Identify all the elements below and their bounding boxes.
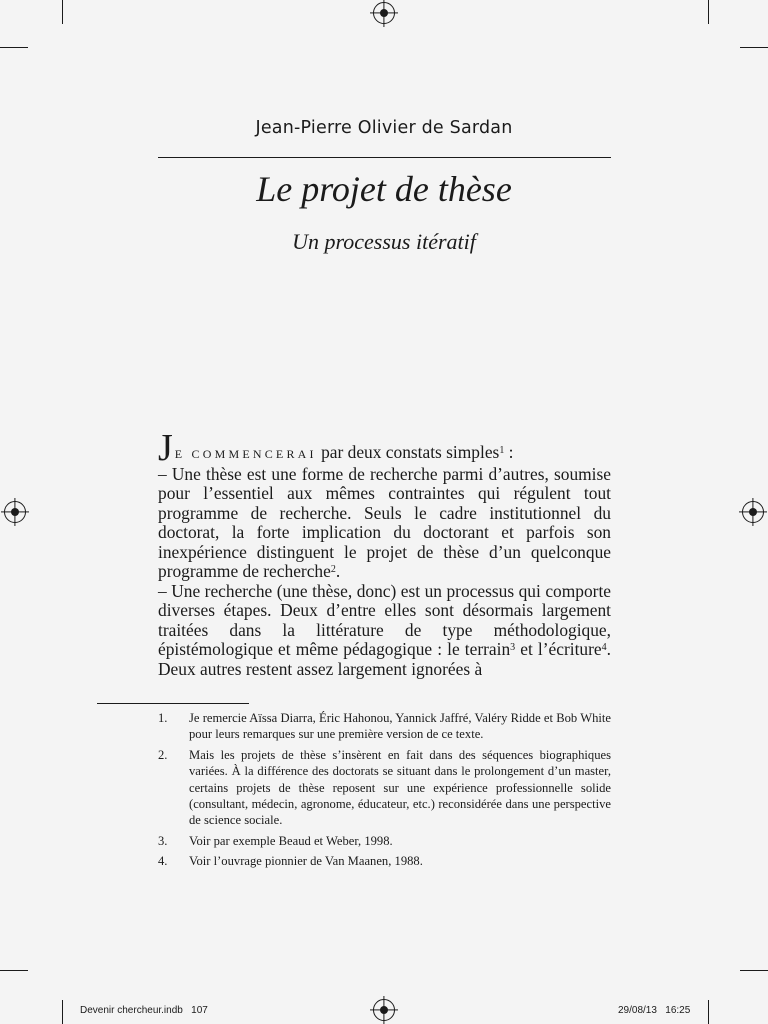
registration-mark-icon [4,501,26,523]
footnote-number: 4. [158,854,168,869]
intro-text: par deux constats simples [316,442,500,462]
footnote-number: 3. [158,833,168,848]
footnote-ref-2[interactable]: 2 [330,564,336,575]
footnote-text: Voir l’ouvrage pionnier de Van Maanen, 1988. [189,854,423,869]
body-text [158,427,611,679]
chapter-title: Le projet de thèse [256,169,512,209]
paragraph-1-end: . [335,561,341,581]
footnote-number: 1. [158,711,168,725]
crop-mark [708,0,709,24]
crop-mark [0,47,28,48]
registration-mark-icon [742,501,764,523]
slug-datetime: 29/08/13 16:25 [618,1005,691,1016]
paragraph-2 [158,582,611,680]
paragraph-1-text: – Une thèse est une forme de recherche parmi d’autres, soumise pour l’essentiel aux mêmes contraintes qui régulent tout programme de recherche. Seuls le cadre institutionnel du doctorat, la forte implication du doctorant et parfois son inexpérience distinguent le projet de thèse d’un quelconque programme de recherche [158,463,611,581]
paragraph-2-text: – Une recherche (une thèse, donc) est un processus qui comporte diverses étapes. Deux d’entre elles sont désormais largement traitées dans la littérature de type méthodologique, épistémologique et même pédagogique : le terrain [158,580,611,659]
footnote-ref-1[interactable]: 1 [499,445,505,456]
paragraph-2-text-c: . Deux autres restent assez largement ignorées à [158,639,611,679]
footnote [158,710,611,743]
paragraph-1 [158,465,611,582]
footnote-text: Je remercie Aïssa Diarra, Éric Hahonou, Yannick Jaffré, Valéry Ridde et Bob White pour leurs remarques sur une première version de ce texte. [189,711,611,742]
paragraph-2-text-b: et l’écriture [515,639,602,659]
footnote-text: Mais les projets de thèse s’insèrent en fait dans des séquences biographiques variées. À la différence des doctorats se situant dans le prolongement d’un master, certains projets de thèse reposent sur une expérience professionnelle solide (consultant, médecin, agronome, éducateur, etc.) reconsidérée dans une perspective de science sociale. [189,747,611,828]
slug-file: Devenir chercheur.indb 107 [80,1005,208,1016]
footnote [158,833,611,849]
footnote-text: Voir par exemple Beaud et Weber, 1998. [189,833,393,848]
chapter-author: Jean-Pierre Olivier de Sardan [255,118,513,138]
crop-mark [62,0,63,24]
drop-cap: J [158,427,173,469]
crop-mark [62,1000,63,1024]
crop-mark [0,970,28,971]
crop-mark [708,1000,709,1024]
footnote [158,853,611,869]
registration-mark-icon [373,999,395,1021]
crop-mark [740,47,768,48]
crop-mark [740,970,768,971]
title-rule [158,157,611,158]
registration-mark-icon [373,2,395,24]
footnote-ref-3[interactable]: 3 [510,642,516,653]
intro-paragraph [158,427,611,469]
intro-end: : [504,442,514,462]
chapter-subtitle: Un processus itératif [292,229,476,254]
small-caps-lead: E COMMENCERAI [174,447,317,461]
footnote-number: 2. [158,747,168,762]
footnote-ref-4[interactable]: 4 [601,642,607,653]
footnote-rule [97,703,249,704]
footnotes [158,710,611,874]
footnote [158,747,611,829]
